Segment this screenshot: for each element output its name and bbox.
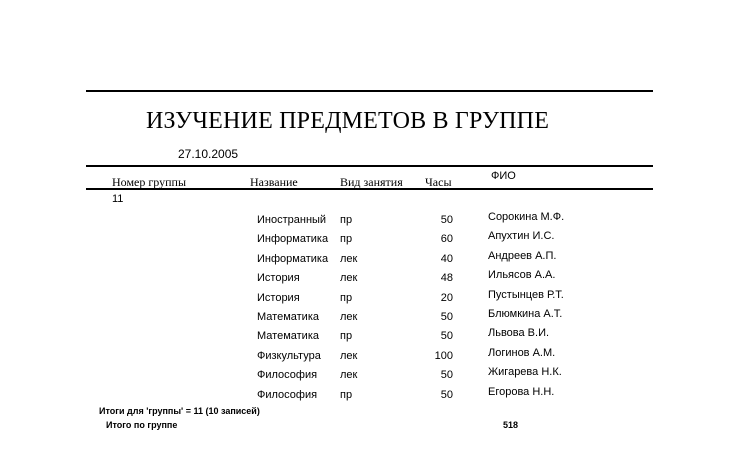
teacher-fio-cell: Егорова Н.Н.: [488, 386, 555, 398]
teacher-fio-cell: Пустынцев Р.Т.: [488, 289, 564, 301]
lesson-type-cell: лек: [340, 253, 358, 265]
hours-cell: 100: [434, 350, 453, 362]
teacher-fio-cell: Ильясов А.А.: [488, 269, 556, 281]
subject-name-cell: Философия: [257, 389, 318, 401]
lesson-type-cell: пр: [340, 389, 353, 401]
report-title: ИЗУЧЕНИЕ ПРЕДМЕТОВ В ГРУППЕ: [146, 108, 550, 134]
lesson-type-cell: лек: [340, 272, 358, 284]
teacher-fio-cell: Логинов А.М.: [488, 347, 556, 359]
teacher-fio-cell: Жигарева Н.К.: [488, 366, 562, 378]
teacher-fio-cell: Апухтин И.С.: [488, 230, 555, 242]
group-number: 11: [112, 193, 124, 205]
lesson-type-cell: лек: [340, 350, 358, 362]
subject-name-cell: Математика: [257, 330, 319, 342]
column-header-hours: Часы: [425, 175, 452, 189]
hours-cell: 50: [440, 369, 453, 381]
column-header-type: Вид занятия: [340, 175, 403, 189]
teacher-fio-cell: Львова В.И.: [488, 327, 550, 339]
group-summary: Итоги для 'группы' = 11 (10 записей): [99, 406, 260, 416]
subject-name-cell: Информатика: [257, 233, 329, 245]
lesson-type-cell: пр: [340, 330, 353, 342]
column-header-name: Название: [250, 175, 298, 189]
column-header-fio: ФИО: [491, 170, 516, 182]
subject-name-cell: Математика: [257, 311, 319, 323]
teacher-fio-cell: Андреев А.П.: [488, 250, 557, 262]
subject-name-cell: Информатика: [257, 253, 329, 265]
subject-name-cell: Философия: [257, 369, 318, 381]
subject-name-cell: Иностранный: [257, 214, 327, 226]
total-label: Итого по группе: [106, 420, 178, 430]
header-bottom-rule: [86, 188, 653, 190]
subject-name-cell: История: [257, 292, 300, 304]
hours-cell: 48: [440, 272, 453, 284]
lesson-type-cell: пр: [340, 214, 353, 226]
subject-name-cell: История: [257, 272, 300, 284]
lesson-type-cell: лек: [340, 311, 358, 323]
hours-cell: 50: [440, 214, 453, 226]
subject-name-cell: Физкультура: [257, 350, 321, 362]
header-top-rule: [86, 165, 653, 167]
report-date: 27.10.2005: [178, 147, 239, 161]
teacher-fio-cell: Сорокина М.Ф.: [488, 211, 565, 223]
teacher-fio-cell: Блюмкина А.Т.: [488, 308, 563, 320]
hours-cell: 50: [440, 330, 453, 342]
hours-cell: 50: [440, 389, 453, 401]
total-value: 518: [503, 420, 519, 430]
hours-cell: 40: [440, 253, 453, 265]
top-rule: [86, 90, 653, 92]
hours-cell: 60: [440, 233, 453, 245]
column-header-group: Номер группы: [112, 175, 187, 189]
lesson-type-cell: пр: [340, 233, 353, 245]
lesson-type-cell: пр: [340, 292, 353, 304]
hours-cell: 50: [440, 311, 453, 323]
lesson-type-cell: лек: [340, 369, 358, 381]
hours-cell: 20: [440, 292, 453, 304]
